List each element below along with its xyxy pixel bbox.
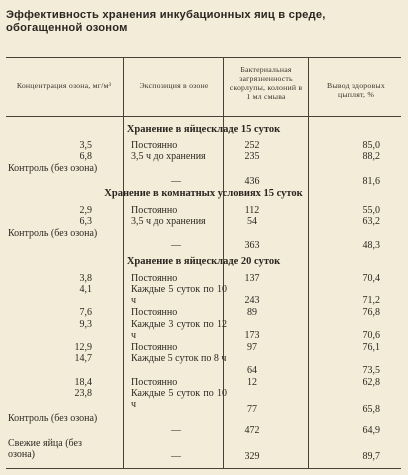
cell-yield: 48,3 (362, 240, 380, 251)
cell-exposure: Каждые 3 суток по 12 ч (131, 319, 227, 341)
header-exposure: Экспозиция в озоне (139, 81, 209, 90)
cell-bacterial: 137 (244, 273, 260, 284)
cell-exposure: — (171, 240, 181, 251)
cell-yield: 89,7 (362, 451, 380, 462)
header-bottom-rule (6, 116, 401, 117)
cell-yield: 81,6 (362, 176, 380, 187)
cell-bacterial: 64 (247, 365, 257, 376)
cell-concentration: 9,3 (79, 319, 92, 330)
cell-concentration: 12,9 (74, 342, 92, 353)
cell-concentration: 3,8 (79, 273, 92, 284)
cell-concentration: 7,6 (79, 307, 92, 318)
header-bacterial: Бактериальная загрязненность скорлупы, колоний в 1 мл смыва (229, 65, 303, 101)
cell-concentration: Свежие яйца (без озона) (8, 438, 83, 460)
cell-concentration: 3,5 (79, 140, 92, 151)
cell-yield: 64,9 (362, 425, 380, 436)
cell-exposure: Постоянно (131, 342, 178, 353)
cell-bacterial: 329 (244, 451, 260, 462)
cell-exposure: Постоянно (131, 205, 178, 216)
cell-concentration: 23,8 (74, 388, 92, 399)
cell-concentration: 18,4 (74, 377, 92, 388)
cell-yield: 65,8 (362, 404, 380, 415)
cell-concentration: Контроль (без озона) (8, 163, 98, 174)
cell-exposure: Постоянно (131, 140, 178, 151)
cell-yield: 70,4 (362, 273, 380, 284)
table-top-rule (6, 57, 401, 58)
cell-concentration: 2,9 (79, 205, 92, 216)
cell-yield: 71,2 (362, 295, 380, 306)
cell-yield: 85,0 (362, 140, 380, 151)
cell-concentration: Контроль (без озона) (8, 228, 98, 239)
header-yield: Вывод здоровых цыплят, % (327, 81, 385, 99)
cell-bacterial: 252 (244, 140, 260, 151)
cell-concentration: 6,3 (79, 216, 92, 227)
cell-yield: 76,1 (362, 342, 380, 353)
cell-bacterial: 54 (247, 216, 257, 227)
cell-exposure: 3,5 ч до хранения (131, 151, 206, 162)
cell-yield: 63,2 (362, 216, 380, 227)
cell-concentration: 4,1 (79, 284, 92, 295)
cell-bacterial: 97 (247, 342, 257, 353)
cell-concentration: 6,8 (79, 151, 92, 162)
cell-yield: 88,2 (362, 151, 380, 162)
table-title: Эффективность хранения инкубационных яиц в среде, обогащенной озоном (6, 9, 326, 34)
cell-yield: 70,6 (362, 330, 380, 341)
cell-bacterial: 112 (244, 205, 260, 216)
cell-bacterial: 77 (247, 404, 257, 415)
cell-exposure: Постоянно (131, 377, 178, 388)
header-concentration: Концентрация озона, мг/м³ (16, 81, 112, 90)
cell-bacterial: 243 (244, 295, 260, 306)
cell-bacterial: 436 (244, 176, 260, 187)
cell-exposure: Постоянно (131, 273, 178, 284)
cell-exposure: Каждые 5 суток по 10 ч (131, 284, 227, 306)
cell-bacterial: 235 (244, 151, 260, 162)
cell-yield: 55,0 (362, 205, 380, 216)
cell-bacterial: 173 (244, 330, 260, 341)
section-title: Хранение в яйцескладе 15 суток (126, 124, 281, 135)
section-title: Хранение в комнатных условиях 15 суток (104, 188, 303, 199)
cell-yield: 62,8 (362, 377, 380, 388)
cell-concentration: Контроль (без озона) (8, 413, 98, 424)
cell-exposure: Каждые 5 суток по 8 ч (131, 353, 227, 364)
cell-bacterial: 12 (247, 377, 257, 388)
cell-exposure: Постоянно (131, 307, 178, 318)
cell-exposure: — (171, 425, 181, 436)
cell-exposure: 3,5 ч до хранения (131, 216, 206, 227)
table-bottom-rule (6, 468, 401, 469)
cell-exposure: Каждые 5 суток по 10 ч (131, 388, 227, 410)
cell-bacterial: 363 (244, 240, 260, 251)
cell-yield: 73,5 (362, 365, 380, 376)
data-table (6, 57, 401, 469)
cell-yield: 76,8 (362, 307, 380, 318)
cell-exposure: — (171, 176, 181, 187)
section-title: Хранение в яйцескладе 20 суток (126, 256, 281, 267)
cell-exposure: — (171, 451, 181, 462)
cell-bacterial: 472 (244, 425, 260, 436)
cell-bacterial: 89 (247, 307, 257, 318)
cell-concentration: 14,7 (74, 353, 92, 364)
